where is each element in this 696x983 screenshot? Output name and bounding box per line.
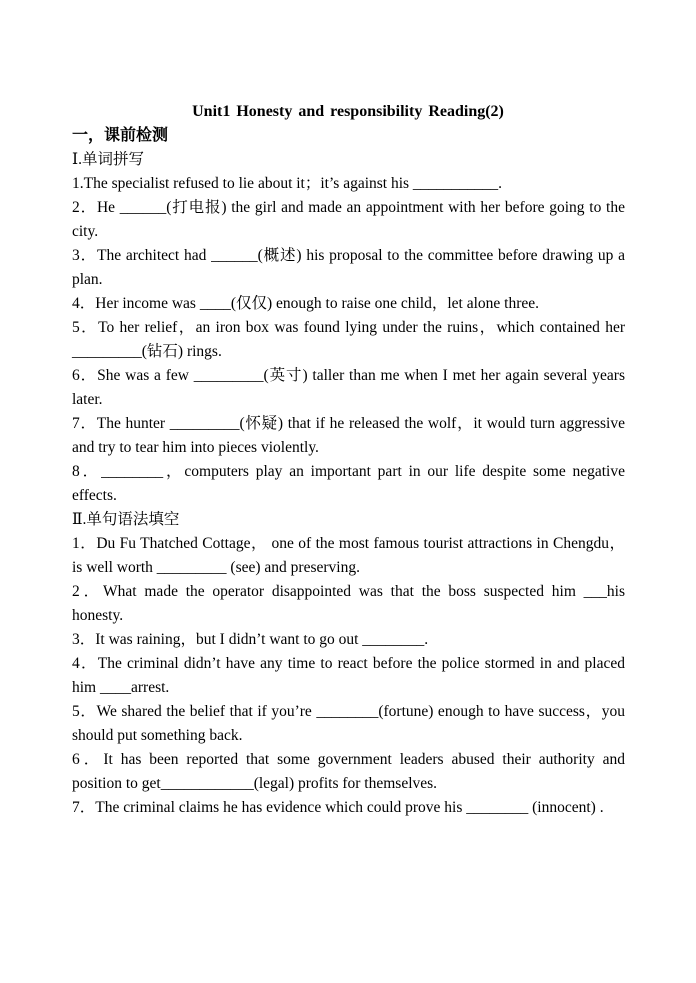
part1-item: 8．________，computers play an important part in our life despite some negative effects. bbox=[72, 463, 625, 504]
part1-item: 7．The hunter _________(怀疑) that if he released the wolf，it would turn aggressive and try to tear him into pieces violently. bbox=[72, 415, 625, 456]
part2-item: 2．What made the operator disappointed was that the boss suspected him ___his honesty. bbox=[72, 583, 625, 624]
part1-item: 4．Her income was ____(仅仅) enough to raise one child，let alone three. bbox=[72, 295, 540, 312]
part1-item: 1.The specialist refused to lie about it；it’s against his ___________. bbox=[72, 175, 503, 192]
part1-item: 5．To her relief，an iron box was found lying under the ruins，which contained her _________(钻石) rings. bbox=[72, 319, 625, 360]
document-body bbox=[72, 124, 625, 820]
part1-item: 6．She was a few _________(英寸) taller than me when I met her again several years later. bbox=[72, 367, 625, 408]
part2-item: 4．The criminal didn’t have any time to react before the police stormed in and placed him ____arrest. bbox=[72, 655, 625, 696]
part2-item: 3．It was raining，but I didn’t want to go out ________. bbox=[72, 631, 429, 648]
part2-item: 7．The criminal claims he has evidence which could prove his ________ (innocent) . bbox=[72, 799, 604, 816]
section-heading-pre-class-check: 一，课前检测 bbox=[72, 127, 169, 144]
document-title: Unit1 Honesty and responsibility Reading(2) bbox=[192, 103, 504, 120]
part1-item: 3．The architect had ______(概述) his proposal to the committee before drawing up a plan. bbox=[72, 247, 625, 288]
part2-item: 6．It has been reported that some government leaders abused their authority and position to get____________(legal) profits for themselves. bbox=[72, 751, 625, 792]
part1-heading: Ⅰ.单词拼写 bbox=[72, 151, 144, 168]
part2-heading: Ⅱ.单句语法填空 bbox=[72, 511, 180, 528]
part2-item: 1．Du Fu Thatched Cottage， one of the most famous tourist attractions in Chengdu，is well worth _________ (see) and preserving. bbox=[72, 535, 625, 576]
part1-item: 2．He ______(打电报) the girl and made an appointment with her before going to the city. bbox=[72, 199, 625, 240]
part2-item: 5．We shared the belief that if you’re ________(fortune) enough to have success，you should put something back. bbox=[72, 703, 625, 744]
